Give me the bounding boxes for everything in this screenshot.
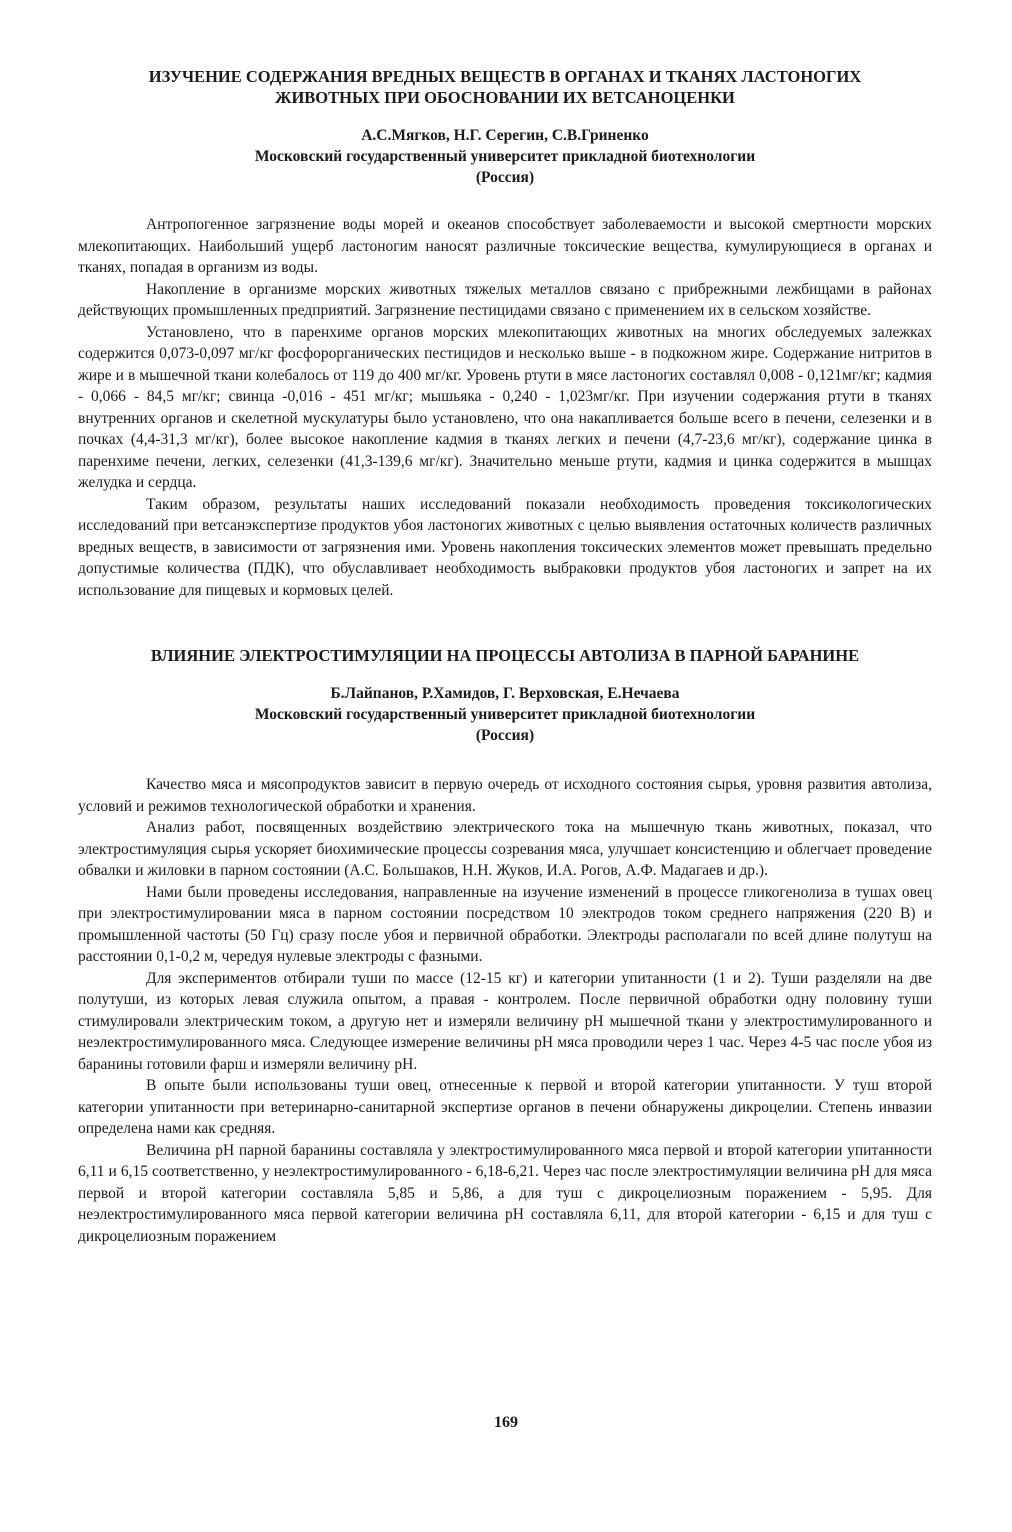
article-2-paragraph-1: Качество мяса и мясопродуктов зависит в первую очередь от исходного состояния сырья, уровня развития автолиза, условий и режимов технологической обработки и хранения. <box>78 776 932 815</box>
article-2-title <box>78 645 932 666</box>
page-number: 169 <box>494 1414 518 1431</box>
article-1-title-line-2: ЖИВОТНЫХ ПРИ ОБОСНОВАНИИ ИХ ВЕТСАНОЦЕНКИ <box>275 88 735 107</box>
article-1 <box>78 66 932 601</box>
article-2-title-line-1: ВЛИЯНИЕ ЭЛЕКТРОСТИМУЛЯЦИИ НА ПРОЦЕССЫ АВТОЛИЗА В ПАРНОЙ БАРАНИНЕ <box>150 646 860 665</box>
article-2-paragraph-3: Нами были проведены исследования, направленные на изучение изменений в процессе гликогенолиза в тушах овец при электростимулировании мяса в парном состоянии посредством 10 электродов током среднего напряжения (220 В) и промышленной частоты (50 Гц) сразу после убоя и первичной обработки. Электроды располагали по всей длине полутуш на расстоянии 0,1-0,2 м, чередуя нулевые электроды с фазными. <box>78 883 932 965</box>
article-2-paragraph-5: В опыте были использованы туши овец, отнесенные к первой и второй категории упитанности. У туш второй категории упитанности при ветеринарно-санитарной экспертизе органов в печени обнаружены дикроцелии. Степень инвазии определена нами как средняя. <box>78 1077 932 1137</box>
article-2-paragraph-6: Величина pH парной баранины составляла у электростимулированного мяса первой и второй категории упитанности 6,11 и 6,15 соответственно, у неэлектростимулированного - 6,18-6,21. Через час после электростимуляции величина pH для мяса первой и второй категории составляла 5,85 и 5,86, а для туш с дикроцелиозным поражением - 5,95. Для неэлектростимулированного мяса первой категории величина pH составляла 6,11, для второй категории - 6,15 и для туш с дикроцелиозным поражением <box>78 1141 932 1245</box>
article-2-affiliation: Московский государственный университет прикладной биотехнологии <box>254 706 756 723</box>
article-1-title-line-1: ИЗУЧЕНИЕ СОДЕРЖАНИЯ ВРЕДНЫХ ВЕЩЕСТВ В ОРГАНАХ И ТКАНЯХ ЛАСТОНОГИХ <box>148 67 862 86</box>
article-1-authors: А.С.Мягков, Н.Г. Серегин, С.В.Гриненко <box>361 127 649 144</box>
article-2-authors: Б.Лайпанов, Р.Хамидов, Г. Верховская, Е.Нечаева <box>330 685 680 702</box>
page-content <box>78 66 932 1247</box>
article-2-paragraph-2: Анализ работ, посвященных воздействию электрического тока на мышечную ткань животных, показал, что электростимуляция сырья ускоряет биохимические процессы созревания мяса, улучшает консистенцию и облегчает проведение обвалки и жиловки в парном состоянии (А.С. Большаков, Н.Н. Жуков, И.А. Рогов, А.Ф. Мадагаев и др.). <box>78 819 932 879</box>
article-1-paragraph-2: Накопление в организме морских животных тяжелых металлов связано с прибрежными лежбищами в районах действующих промышленных предприятий. Загрязнение пестицидами связано с применением их в сельском хозяйстве. <box>78 280 932 319</box>
article-1-affiliation: Московский государственный университет прикладной биотехнологии <box>254 148 756 165</box>
article-1-body <box>78 214 932 601</box>
article-2-body <box>78 774 932 1247</box>
article-1-paragraph-3: Установлено, что в паренхиме органов морских млекопитающих животных на многих обследуемых залежках содержится 0,073-0,097 мг/кг фосфорорганических пестицидов и несколько выше - в подкожном жире. Содержание нитритов в жире и в мышечной ткани колебалось от 119 до 400 мг/кг. Уровень ртути в мясе ластоногих составлял 0,008 - 0,121мг/кг; кадмия - 0,066 - 84,5 мг/кг; свинца -0,016 - 451 мг/кг; мышьяка - 0,240 - 1,023мг/кг. При изучении содержания ртути в тканях внутренних органов и скелетной мускулатуры было установлено, что она накапливается больше всего в печени, селезенки и в почках (4,4-31,3 мг/кг), более высокое накопление кадмия в тканях легких и печени (4,7-23,6 мг/кг), содержание цинка в паренхиме печени, легких, селезенки (41,3-139,6 мг/кг). Значительно меньше ртути, кадмия и цинка содержится в мышцах желудка и сердца. <box>78 323 932 491</box>
article-1-paragraph-1: Антропогенное загрязнение воды морей и океанов способствует заболеваемости и высокой смертности морских млекопитающих. Наибольший ущерб ластоногим наносят различные токсические вещества, кумулирующиеся в органах и тканях, попадая в организм из воды. <box>78 216 932 276</box>
article-1-title <box>78 66 932 108</box>
article-2-country: (Россия) <box>475 727 535 744</box>
article-1-country: (Россия) <box>475 169 535 186</box>
article-1-paragraph-4: Таким образом, результаты наших исследований показали необходимость проведения токсикологических исследований при ветсанэкспертизе продуктов убоя ластоногих животных с целью выявления остаточных количеств различных вредных веществ, в зависимости от загрязнения ими. Уровень накопления токсических элементов может превышать предельно допустимые количества (ПДК), что обуславливает необходимость выбраковки продуктов убоя ластоногих и запрет на их использование для пищевых и кормовых целей. <box>78 495 932 599</box>
article-2-paragraph-4: Для экспериментов отбирали туши по массе (12-15 кг) и категории упитанности (1 и 2). Туши разделяли на две полутуши, из которых левая служила опытом, а правая - контролем. После первичной обработки одну половину туши стимулировали электрическим током, а другую нет и измеряли величину pH мышечной ткани у электростимулированного и неэлектростимулированного мяса. Следующее измерение величины pH мяса проводили через 1 час. Через 4-5 час после убоя из баранины готовили фарш и измеряли величину pH. <box>78 969 932 1073</box>
article-2 <box>78 645 932 1247</box>
